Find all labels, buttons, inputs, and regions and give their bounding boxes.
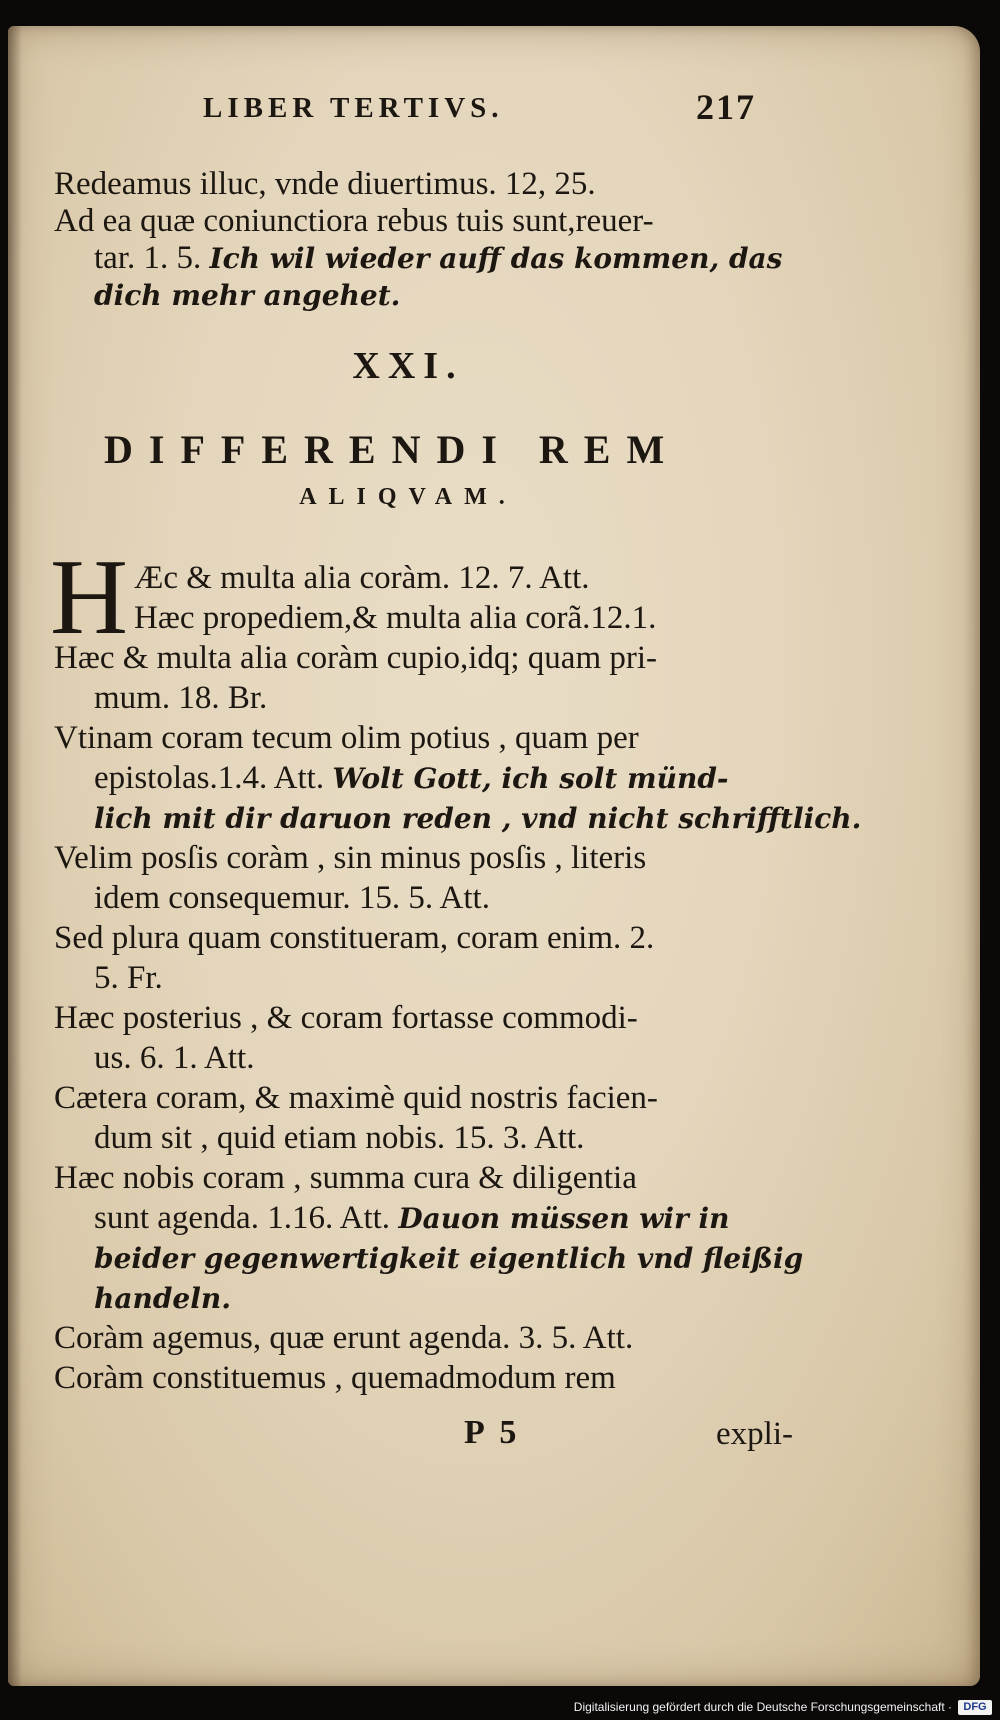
latin-text: idem consequemur. 15. 5. Att. <box>94 880 490 916</box>
body-line <box>54 918 654 958</box>
top-line <box>94 238 782 279</box>
body-line <box>54 718 639 758</box>
latin-text: mum. 18. Br. <box>94 680 268 716</box>
latin-text: Ad ea quæ coniunctiora rebus tuis sunt,reuer- <box>54 203 654 239</box>
latin-text: dum sit , quid etiam nobis. 15. 3. Att. <box>94 1120 585 1156</box>
running-title: LIBER TERTIVS. <box>203 92 504 124</box>
body-line <box>54 838 646 878</box>
body-line <box>94 1238 803 1279</box>
latin-text: Coràm constituemus , quemadmodum rem <box>54 1360 616 1396</box>
top-line <box>94 275 400 316</box>
german-gloss: dich mehr angehet. <box>94 279 401 312</box>
body-line <box>94 678 267 718</box>
latin-text: Coràm agemus, quæ erunt agenda. 3. 5. Att. <box>54 1320 634 1356</box>
drop-cap: H <box>50 538 128 657</box>
latin-text: Vtinam coram tecum olim potius , quam per <box>54 720 639 756</box>
german-gloss: beider gegenwertigkeit eigentlich vnd fleißig <box>94 1242 804 1275</box>
latin-text: 5. Fr. <box>94 960 163 996</box>
german-gloss: Wolt Gott, ich solt münd- <box>332 762 729 795</box>
latin-text: Hæc & multa alia coràm cupio,idq; quam pri- <box>54 640 658 676</box>
body-line <box>134 558 590 598</box>
body-line <box>54 998 638 1038</box>
german-gloss: Dauon müssen wir in <box>398 1202 730 1235</box>
top-line <box>54 164 596 204</box>
body-line <box>54 1158 637 1198</box>
body-line <box>94 1038 254 1078</box>
digitization-credit: Digitalisierung gefördert durch die Deutsche Forschungsgemeinschaft · <box>573 1700 952 1714</box>
book-page <box>8 26 980 1686</box>
page-text <box>8 26 980 1686</box>
signature-mark: P 5 <box>464 1414 521 1451</box>
body-line <box>94 1278 231 1319</box>
body-line <box>54 1318 633 1358</box>
latin-text: us. 6. 1. Att. <box>94 1040 255 1076</box>
latin-text: Hæc nobis coram , summa cura & diligentia <box>54 1160 637 1196</box>
latin-text: Hæc posterius , & coram fortasse commodi- <box>54 1000 638 1036</box>
section-subtitle: ALIQVAM. <box>299 484 517 510</box>
body-line <box>94 798 861 839</box>
latin-text: tar. 1. 5. <box>94 240 202 276</box>
latin-text: Cætera coram, & maximè quid nostris facien- <box>54 1080 658 1116</box>
page-number: 217 <box>696 87 756 127</box>
body-line <box>54 1078 658 1118</box>
body-line <box>94 1198 730 1239</box>
latin-text: epistolas.1.4. Att. <box>94 760 325 796</box>
dfg-logo: DFG <box>958 1700 992 1715</box>
latin-text: Hæc propediem,& multa alia corã.12.1. <box>134 600 657 636</box>
german-gloss: handeln. <box>94 1282 231 1315</box>
german-gloss: Ich wil wieder auff das kommen, das <box>209 242 783 275</box>
body-line <box>134 598 656 638</box>
body-line <box>94 758 729 799</box>
body-line <box>54 638 657 678</box>
section-title: DIFFERENDI REM <box>104 427 681 472</box>
latin-text: Æc & multa alia coràm. 12. 7. Att. <box>134 560 590 596</box>
latin-text: Sed plura quam constitueram, coram enim. 2. <box>54 920 655 956</box>
body-line <box>94 958 163 998</box>
top-line <box>54 201 654 241</box>
latin-text: Redeamus illuc, vnde diuertimus. 12, 25. <box>54 166 596 202</box>
body-line <box>94 1118 584 1158</box>
body-line <box>54 1358 616 1398</box>
section-number: XXI. <box>352 345 464 387</box>
latin-text: sunt agenda. 1.16. Att. <box>94 1200 391 1236</box>
catchword: expli- <box>716 1416 793 1452</box>
latin-text: Velim posſis coràm , sin minus posſis , literis <box>54 840 647 876</box>
german-gloss: lich mit dir daruon reden , vnd nicht schrifftlich. <box>94 802 862 835</box>
running-head <box>8 80 980 140</box>
body-line <box>94 878 490 918</box>
